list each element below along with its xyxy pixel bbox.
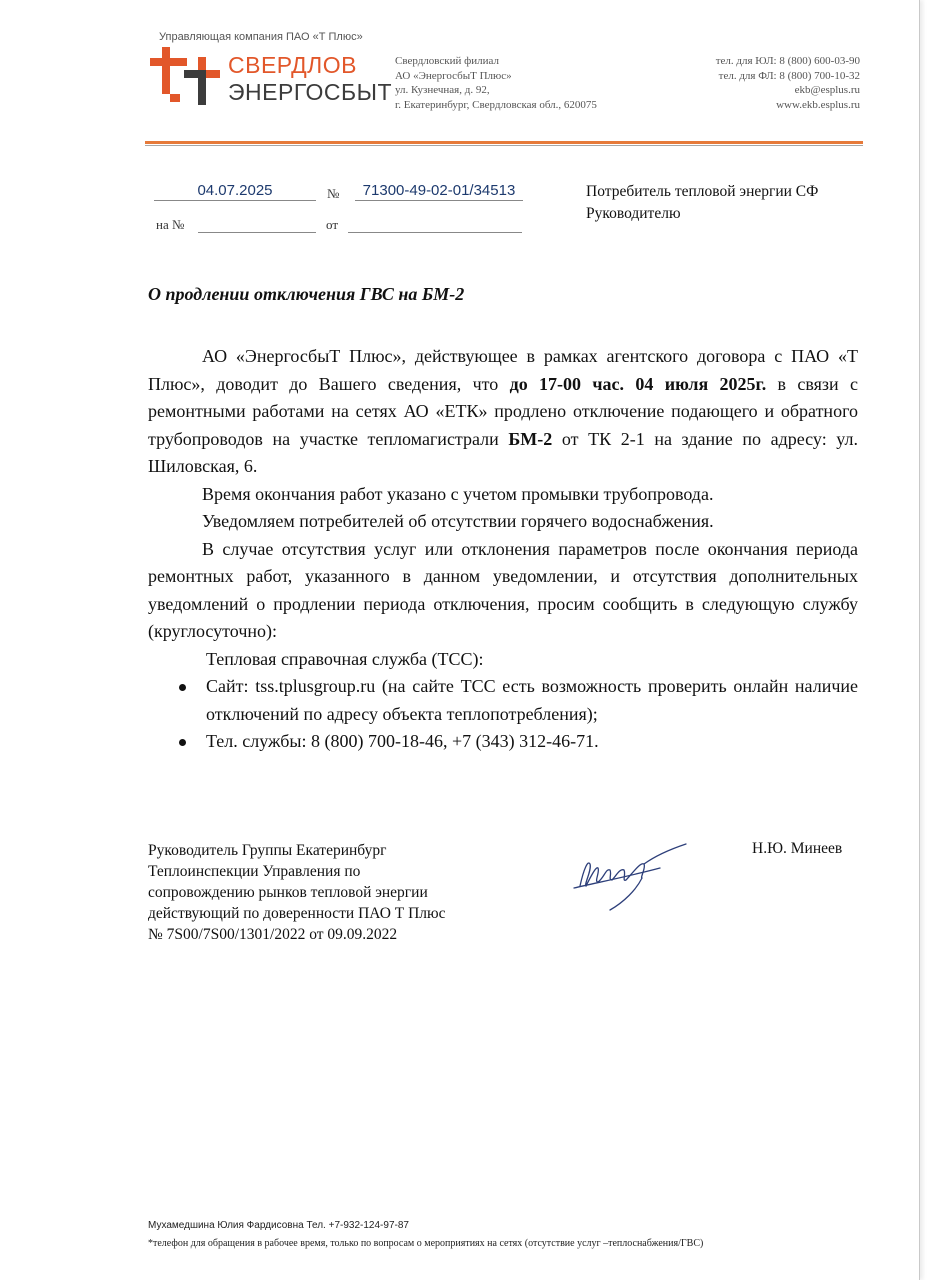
- letter-body: [148, 343, 858, 756]
- phone-individuals: тел. для ФЛ: 8 (800) 700-10-32: [718, 69, 860, 82]
- branch-line: Свердловский филиал: [395, 55, 500, 67]
- list-item: [148, 673, 858, 728]
- website-contact: Сайт: tss.tplusgroup.ru (на сайте ТСС есть возможность проверить онлайн наличие отключений по адресу объекта теплопотребления);: [206, 676, 858, 724]
- parent-company-label: Управляющая компания ПАО «Т Плюс»: [159, 31, 363, 43]
- company-logo-text: [228, 52, 392, 106]
- deadline-text: до 17-00 час. 04 июля 2025г.: [509, 373, 767, 394]
- company-logo-icon: [150, 47, 220, 105]
- letter-subject: О продлении отключения ГВС на БМ-2: [148, 284, 465, 304]
- branch-line: г. Екатеринбург, Свердловская обл., 620075: [395, 98, 597, 111]
- branch-address: [395, 54, 597, 112]
- contact-info: [716, 54, 860, 112]
- signer-line: № 7S00/7S00/1301/2022 от 09.09.2022: [148, 926, 398, 943]
- phone-contact: Тел. службы: 8 (800) 700-18-46, +7 (343) 312-46-71.: [206, 731, 599, 751]
- reference-number-blank: [198, 232, 316, 233]
- recipient-line: Потребитель тепловой энергии СФ: [586, 183, 819, 200]
- signer-position: [148, 840, 446, 945]
- logo-line-2: ЭНЕРГОСБЫТ: [228, 79, 392, 105]
- body-paragraph: [148, 343, 858, 481]
- reference-date-blank: [348, 232, 522, 233]
- outgoing-number: 71300-49-02-01/34513: [355, 182, 523, 201]
- signer-line: действующий по доверенности ПАО Т Плюс: [148, 905, 446, 922]
- contact-website: www.ekb.esplus.ru: [776, 98, 860, 111]
- body-paragraph: Уведомляем потребителей об отсутствии горячего водоснабжения.: [202, 511, 714, 531]
- branch-line: АО «ЭнергосбыТ Плюс»: [395, 69, 512, 82]
- executor-contact: Мухамедшина Юлия Фардисовна Тел. +7-932-124-97-87: [148, 1220, 409, 1231]
- phone-legal-entities: тел. для ЮЛ: 8 (800) 600-03-90: [715, 55, 860, 67]
- branch-line: ул. Кузнечная, д. 92,: [395, 84, 490, 96]
- bullet-icon: [179, 684, 186, 691]
- body-paragraph: В случае отсутствия услуг или отклонения параметров после окончания периода ремонтных работ, указанного в данном уведомлении, и отсутствия дополнительных уведомлений о продлении периода отключения, просим сообщить в следующую службу (круглосуточно):: [148, 538, 858, 641]
- contact-email: ekb@esplus.ru: [794, 84, 860, 96]
- header-rule-orange: [145, 141, 863, 144]
- recipient-line: Руководителю: [586, 205, 681, 222]
- body-text: от ТК 2-1 на здание по адресу: ул. Шиловская, 6.: [148, 428, 858, 476]
- logo-line-1: СВЕРДЛОВ: [228, 52, 357, 78]
- pipeline-name: БМ-2: [508, 428, 553, 449]
- signer-line: Теплоинспекции Управления по: [148, 863, 361, 880]
- bullet-icon: [179, 739, 186, 746]
- handwritten-signature: [570, 838, 695, 916]
- body-text: в связи с ремонтными работами на сетях АО «ЕТК» продлено отключение подающего и обратного трубопроводов на участке тепломагистрали: [148, 373, 858, 449]
- recipient-block: [586, 181, 818, 225]
- signer-line: Руководитель Группы Екатеринбург: [148, 842, 387, 859]
- list-item: [148, 728, 858, 756]
- service-contacts-list: [148, 673, 858, 756]
- number-label: №: [327, 186, 340, 201]
- body-text: АО «ЭнергосбыТ Плюс», действующее в рамках агентского договора с ПАО «Т Плюс», доводит до Вашего сведения, что: [148, 346, 858, 394]
- signer-line: сопровождению рынков тепловой энергии: [148, 884, 428, 901]
- reference-date-label: от: [326, 217, 339, 232]
- service-heading: Тепловая справочная служба (ТСС):: [206, 648, 484, 669]
- footnote: *телефон для обращения в рабочее время, только по вопросам о мероприятиях на сетях (отсутствие услуг –теплоснабжения/ГВС): [148, 1238, 704, 1249]
- outgoing-date: 04.07.2025: [154, 182, 316, 201]
- reference-label: на №: [156, 217, 185, 232]
- body-paragraph: Время окончания работ указано с учетом промывки трубопровода.: [202, 483, 714, 504]
- header-rule-gray: [145, 145, 863, 146]
- signer-name: Н.Ю. Минеев: [752, 840, 843, 857]
